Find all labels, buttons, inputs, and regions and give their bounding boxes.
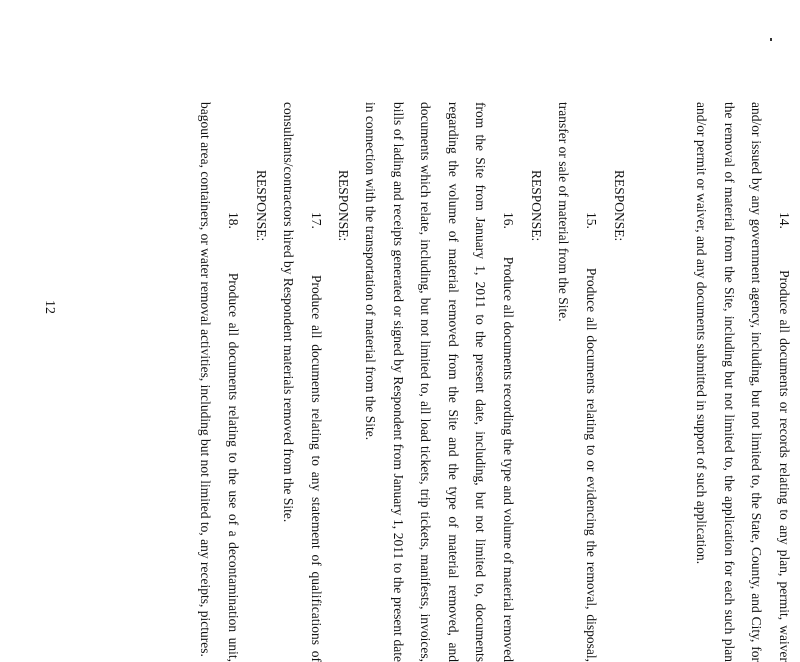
request-18: 18. Produce all documents relating to the use of a decontamination unit, bagout area, containers, or water removal activities, including but not limited to, any receipts, pictures. (198, 102, 241, 662)
request-14: 14. Produce all documents or records relating to any plan, permit, waiver and/or issued by any government agency, including, but not limited to, the State, County, and City, for the removal of material from the Site, including but not limited to, the application for each such plan and/or permit or waiver, and any documents submitted in support of such application. (694, 102, 792, 662)
response-label: RESPONSE: (529, 170, 544, 242)
request-16: 16. Produce all documents recording the type and volume of material removed from the Site from January 1, 2011 to the present date, including, but not limited to, documents regarding the volume of material removed from the Site and the type of material removed, and documents which relate, including, but not limited to, all load tickets, trip tickets, manifests, invoices, bills of lading and receipts generated or signed by Respondent from January 1, 2011 to the present date in connection with the transportation of material from the Site. (363, 102, 516, 662)
scan-speck (770, 38, 772, 41)
request-15: 15. Produce all documents relating to or evidencing the removal, disposal, transfer or sale of material from the Site. (556, 102, 599, 662)
response-label: RESPONSE: (336, 170, 351, 242)
page-number: 12 (42, 300, 57, 314)
response-label: RESPONSE: (612, 170, 627, 242)
request-17: 17. Produce all documents relating to any statement of qualifications of consultants/contractors hired by Respondent materials removed from the Site. (281, 102, 324, 662)
response-label: RESPONSE: (254, 170, 269, 242)
